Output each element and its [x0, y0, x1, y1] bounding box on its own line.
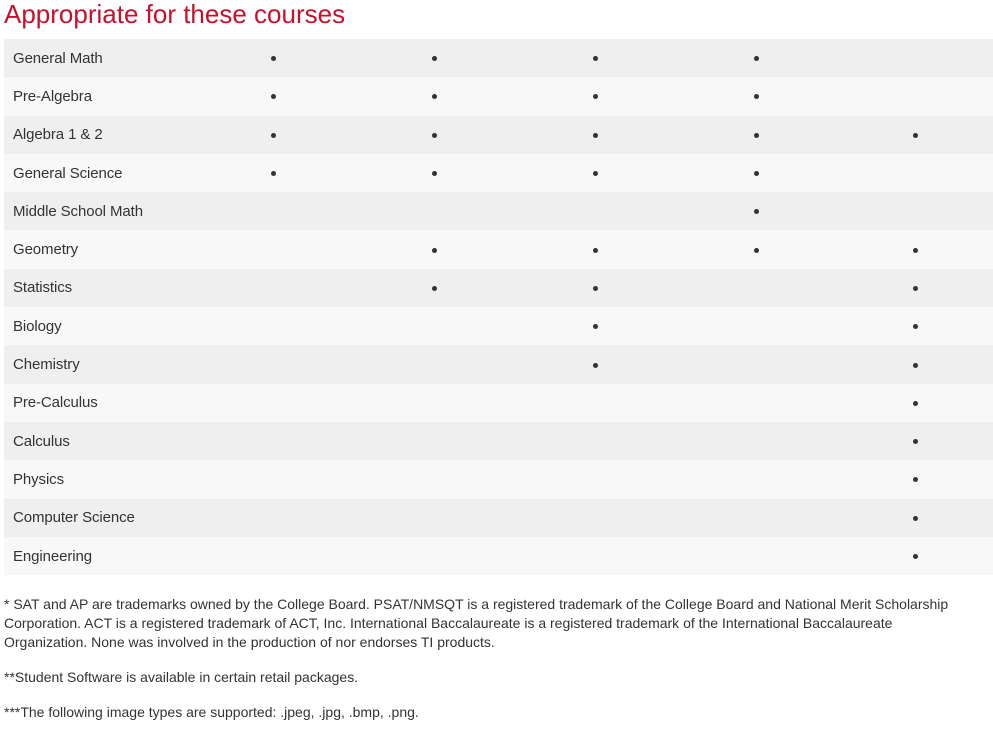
course-mark-cell: [515, 230, 676, 268]
bullet-dot-icon: [593, 363, 598, 368]
bullet-dot-icon: [593, 133, 598, 138]
course-name: General Science: [4, 154, 193, 192]
bullet-dot-icon: [271, 171, 276, 176]
course-mark-cell: [193, 384, 354, 422]
course-mark-cell: [837, 384, 993, 422]
course-name: Geometry: [4, 230, 193, 268]
bullet-dot-icon: [432, 286, 437, 291]
footnote-student-software: **Student Software is available in certain retail packages.: [4, 669, 359, 685]
course-mark-cell: [515, 422, 676, 460]
course-name: Statistics: [4, 269, 193, 307]
footnote-image-types: ***The following image types are supported: .jpeg, .jpg, .bmp, .png.: [4, 704, 419, 720]
course-mark-cell: [515, 116, 676, 154]
course-mark-cell: [837, 77, 993, 115]
course-mark-cell: [676, 499, 837, 537]
course-mark-cell: [354, 154, 515, 192]
bullet-dot-icon: [432, 248, 437, 253]
course-mark-cell: [193, 499, 354, 537]
course-mark-cell: [354, 345, 515, 383]
course-mark-cell: [193, 154, 354, 192]
course-mark-cell: [354, 307, 515, 345]
bullet-dot-icon: [271, 56, 276, 61]
course-mark-cell: [837, 537, 993, 575]
course-mark-cell: [837, 154, 993, 192]
bullet-dot-icon: [593, 324, 598, 329]
course-mark-cell: [837, 460, 993, 498]
course-mark-cell: [193, 230, 354, 268]
table-row: [4, 384, 993, 422]
course-name: Pre-Calculus: [4, 384, 193, 422]
course-name: Pre-Algebra: [4, 77, 193, 115]
bullet-dot-icon: [754, 56, 759, 61]
courses-table-body: [4, 39, 993, 575]
footnote-trademarks: * SAT and AP are trademarks owned by the College Board. PSAT/NMSQT is a registered trademark of the College Board and National Merit Scholarship Corporation. ACT is a registered trademark of ACT, Inc. International Baccalaureate is a registered trademark of the International Baccalaureate Organization. None was involved in the production of nor endorses TI products.: [4, 596, 949, 650]
bullet-dot-icon: [913, 477, 918, 482]
bullet-dot-icon: [593, 286, 598, 291]
course-mark-cell: [837, 192, 993, 230]
course-mark-cell: [676, 230, 837, 268]
course-name: General Math: [4, 39, 193, 77]
bullet-dot-icon: [913, 516, 918, 521]
course-mark-cell: [676, 537, 837, 575]
course-name: Engineering: [4, 537, 193, 575]
course-mark-cell: [193, 269, 354, 307]
course-mark-cell: [676, 116, 837, 154]
table-row: [4, 422, 993, 460]
course-mark-cell: [837, 345, 993, 383]
table-row: [4, 499, 993, 537]
course-mark-cell: [837, 39, 993, 77]
course-mark-cell: [193, 307, 354, 345]
bullet-dot-icon: [432, 94, 437, 99]
bullet-dot-icon: [913, 324, 918, 329]
course-mark-cell: [354, 77, 515, 115]
course-mark-cell: [515, 537, 676, 575]
table-row: [4, 537, 993, 575]
course-mark-cell: [193, 192, 354, 230]
bullet-dot-icon: [754, 94, 759, 99]
course-name: Biology: [4, 307, 193, 345]
course-name: Physics: [4, 460, 193, 498]
course-mark-cell: [676, 269, 837, 307]
bullet-dot-icon: [913, 286, 918, 291]
course-mark-cell: [837, 230, 993, 268]
bullet-dot-icon: [271, 133, 276, 138]
table-row: [4, 77, 993, 115]
bullet-dot-icon: [913, 248, 918, 253]
course-mark-cell: [837, 499, 993, 537]
footnotes: [4, 595, 979, 738]
course-mark-cell: [193, 77, 354, 115]
table-row: [4, 116, 993, 154]
course-mark-cell: [676, 345, 837, 383]
bullet-dot-icon: [593, 171, 598, 176]
course-mark-cell: [193, 460, 354, 498]
course-mark-cell: [515, 460, 676, 498]
table-row: [4, 269, 993, 307]
table-row: [4, 39, 993, 77]
course-mark-cell: [515, 499, 676, 537]
course-mark-cell: [515, 269, 676, 307]
course-mark-cell: [354, 460, 515, 498]
bullet-dot-icon: [754, 171, 759, 176]
courses-table: [4, 39, 993, 575]
course-name: Algebra 1 & 2: [4, 116, 193, 154]
course-mark-cell: [354, 192, 515, 230]
course-mark-cell: [837, 116, 993, 154]
page-title: Appropriate for these courses: [4, 0, 346, 29]
course-mark-cell: [676, 307, 837, 345]
bullet-dot-icon: [432, 56, 437, 61]
course-mark-cell: [193, 39, 354, 77]
bullet-dot-icon: [913, 401, 918, 406]
bullet-dot-icon: [593, 248, 598, 253]
course-mark-cell: [354, 269, 515, 307]
course-mark-cell: [837, 422, 993, 460]
bullet-dot-icon: [593, 56, 598, 61]
course-mark-cell: [515, 192, 676, 230]
course-mark-cell: [837, 307, 993, 345]
table-row: [4, 307, 993, 345]
course-name: Middle School Math: [4, 192, 193, 230]
bullet-dot-icon: [913, 363, 918, 368]
course-mark-cell: [354, 384, 515, 422]
course-mark-cell: [676, 460, 837, 498]
bullet-dot-icon: [754, 248, 759, 253]
course-name: Computer Science: [4, 499, 193, 537]
course-mark-cell: [676, 77, 837, 115]
bullet-dot-icon: [913, 133, 918, 138]
course-mark-cell: [193, 422, 354, 460]
course-mark-cell: [354, 230, 515, 268]
course-mark-cell: [515, 77, 676, 115]
course-mark-cell: [515, 39, 676, 77]
bullet-dot-icon: [754, 133, 759, 138]
table-row: [4, 154, 993, 192]
table-row: [4, 230, 993, 268]
course-mark-cell: [354, 499, 515, 537]
bullet-dot-icon: [913, 439, 918, 444]
course-mark-cell: [193, 345, 354, 383]
bullet-dot-icon: [913, 554, 918, 559]
course-name: Chemistry: [4, 345, 193, 383]
bullet-dot-icon: [432, 133, 437, 138]
course-mark-cell: [515, 154, 676, 192]
course-mark-cell: [676, 384, 837, 422]
bullet-dot-icon: [593, 94, 598, 99]
table-row: [4, 345, 993, 383]
course-mark-cell: [193, 537, 354, 575]
course-mark-cell: [676, 192, 837, 230]
bullet-dot-icon: [754, 209, 759, 214]
course-mark-cell: [515, 384, 676, 422]
course-mark-cell: [515, 345, 676, 383]
course-mark-cell: [515, 307, 676, 345]
table-row: [4, 460, 993, 498]
course-mark-cell: [837, 269, 993, 307]
course-mark-cell: [676, 39, 837, 77]
course-mark-cell: [676, 154, 837, 192]
course-mark-cell: [354, 39, 515, 77]
course-mark-cell: [354, 537, 515, 575]
bullet-dot-icon: [432, 171, 437, 176]
table-row: [4, 192, 993, 230]
course-mark-cell: [354, 422, 515, 460]
course-name: Calculus: [4, 422, 193, 460]
course-mark-cell: [354, 116, 515, 154]
bullet-dot-icon: [271, 94, 276, 99]
course-mark-cell: [193, 116, 354, 154]
course-mark-cell: [676, 422, 837, 460]
